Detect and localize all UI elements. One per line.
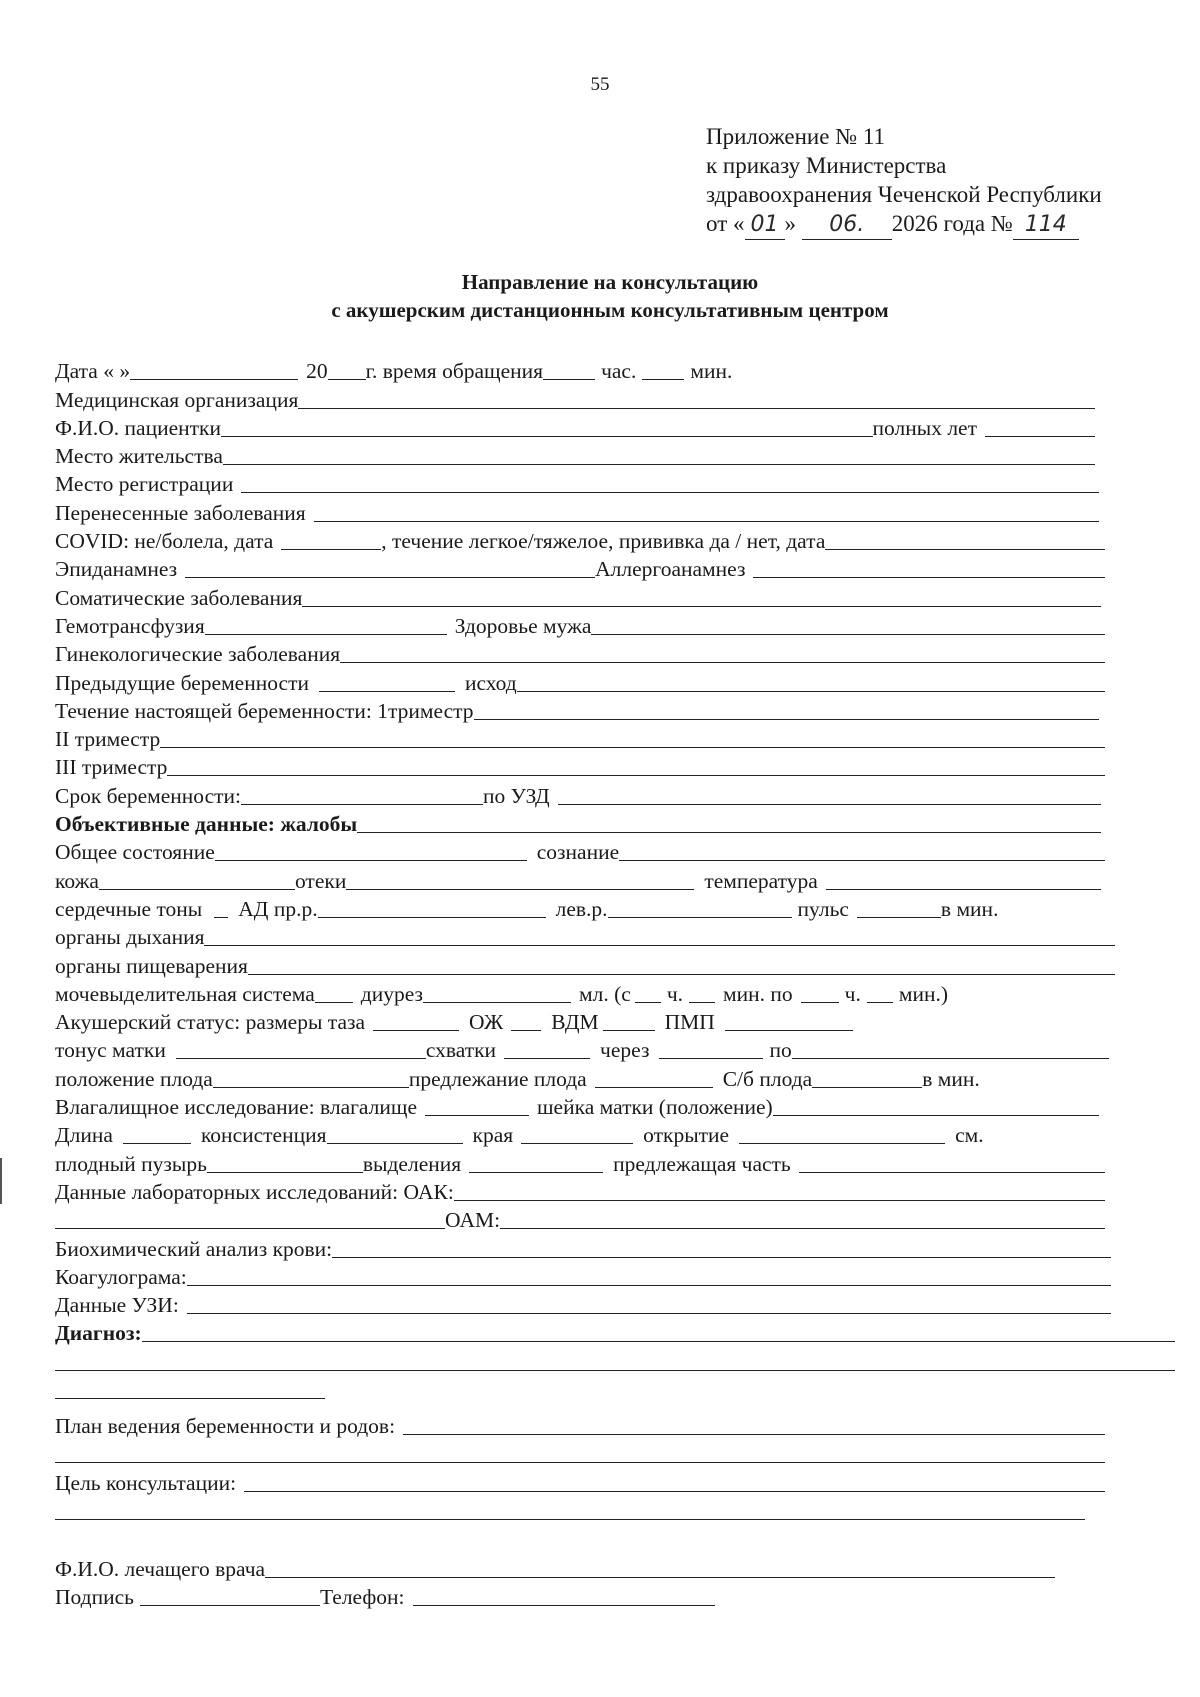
diagnosis-label: Диагноз: [55,1321,142,1346]
row-diagnosis-2 [55,1346,1155,1374]
temperature-field[interactable] [826,889,1101,890]
hemotransfusion-label: Гемотрансфузия [55,613,205,638]
ozh-field[interactable] [511,1030,541,1031]
row-oam [55,1205,1155,1233]
per-min-label: в мин. [940,896,999,921]
heart-label: сердечные тоны [55,896,203,921]
registration-label: Место регистрации [55,472,234,497]
row-bladder [55,1148,1155,1176]
appendix-line-2: к приказу Министерства [706,153,947,178]
referral-form [55,356,1155,1610]
row-fetus [55,1063,1155,1091]
row-diagnosis-3 [55,1375,1155,1403]
presenting-label: предлежащая часть [613,1151,791,1176]
row-trim2 [55,724,1155,752]
appendix-line-1: Приложение № 11 [706,124,886,149]
bladder-field[interactable] [207,1172,363,1173]
fio-patient-label: Ф.И.О. пациентки [55,415,221,440]
urinary-label: мочевыделительная система [55,981,315,1006]
row-obstetric [55,1007,1155,1035]
row-objective [55,809,1155,837]
scan-artifact [0,1158,2,1204]
consciousness-field[interactable] [619,860,1105,861]
temperature-label: температура [704,868,818,893]
edema-label: отеки [294,868,347,893]
minutes-label: мин. [690,359,733,384]
covid-date-field[interactable] [281,549,381,550]
uzd-label: по УЗД [483,783,550,808]
husband-health-field[interactable] [591,634,1105,635]
term-field[interactable] [241,804,483,805]
vaginal-label: Влагалищное исследование: влагалище [55,1095,417,1120]
med-org-label: Медицинская организация [55,387,299,412]
bp-right-label: АД пр.р. [238,896,318,921]
row-past-diseases [55,497,1155,525]
row-purpose [55,1467,1155,1495]
row-uterus [55,1035,1155,1063]
objective-label: Объективные данные: жалобы [55,812,358,837]
bp-left-field[interactable] [608,917,792,918]
oam-label: ОАМ: [445,1208,501,1233]
allergo-label: Аллергоанамнез [595,557,746,582]
year-prefix: 20 [306,359,328,384]
row-signature [55,1582,1155,1610]
from-min-field[interactable] [689,1002,715,1003]
appendix-line-3: здравоохранения Чеченской Республики [706,182,1102,207]
row-trim3 [55,752,1155,780]
prev-preg-label: Предыдущие беременности [55,670,309,695]
current-preg-label: Течение настоящей беременности: 1триместр [55,698,474,723]
contractions-field[interactable] [504,1058,590,1059]
fetus-pos-label: положение плода [55,1066,213,1091]
digest-label: органы пищеварения [55,953,248,978]
signature-field[interactable] [140,1605,320,1606]
signature-label: Подпись [55,1585,134,1610]
document-title [0,268,1200,324]
plan-label: План ведения беременности и родов: [55,1413,396,1438]
uterus-tone-label: тонус матки [55,1038,166,1063]
row-length [55,1120,1155,1148]
date-field[interactable] [130,379,298,380]
row-lab [55,1177,1155,1205]
somatic-label: Соматические заболевания [55,585,303,610]
row-general [55,837,1155,865]
min-to-label: мин. по [723,981,793,1006]
epid-label: Эпиданамнез [55,557,178,582]
handwritten-day: 01 [745,210,785,240]
row-somatic [55,582,1155,610]
date-mid: » [784,211,796,236]
presentation-field[interactable] [595,1087,713,1088]
row-vaginal [55,1092,1155,1120]
trimester-1-field[interactable] [474,719,1099,720]
row-doctor [55,1546,1155,1582]
to-min-field[interactable] [867,1002,893,1003]
vagina-field[interactable] [425,1115,529,1116]
allergo-field[interactable] [753,577,1105,578]
gyn-field[interactable] [340,662,1105,663]
biochem-label: Биохимический анализ крови: [55,1236,333,1261]
year-text: 2026 года № [891,211,1013,236]
date-label: Дата « » [55,359,131,384]
pmp-field[interactable] [725,1030,853,1031]
pulse-label: пульс [797,896,849,921]
row-residence [55,441,1155,469]
time-label: г. время обращения [365,359,544,384]
date-prefix: от « [706,211,745,236]
cervix-label: шейка матки (положение) [537,1095,773,1120]
to-hour-field[interactable] [801,1002,839,1003]
covid-label: COVID: не/болела, дата [55,529,274,554]
edges-label: края [472,1123,514,1148]
pelvis-field[interactable] [373,1030,459,1031]
row-plan [55,1403,1155,1439]
bp-left-label: лев.р. [555,896,608,921]
row-plan-2 [55,1439,1155,1467]
length-label: Длина [55,1123,113,1148]
row-digest [55,950,1155,978]
term-label: Срок беременности: [55,783,242,808]
row-diagnosis [55,1318,1155,1346]
contractions-label: схватки [425,1038,497,1063]
residence-field[interactable] [223,464,1095,465]
row-prev-preg [55,667,1155,695]
fetal-hr-label: С/б плода [722,1066,813,1091]
prev-preg-field[interactable] [319,691,455,692]
med-org-field[interactable] [298,408,1095,409]
outcome-field[interactable] [517,691,1105,692]
oam-field[interactable] [500,1228,1105,1229]
hours-label: час. [601,359,637,384]
hours-field[interactable] [543,379,595,380]
oak-field[interactable] [454,1200,1105,1201]
row-hemotransfusion [55,611,1155,639]
cm-label: см. [955,1123,984,1148]
discharge-field[interactable] [469,1172,603,1173]
discharge-label: выделения [362,1151,462,1176]
pulse-field[interactable] [857,917,941,918]
plan-field[interactable] [403,1434,1105,1435]
row-resp [55,922,1155,950]
hemotransfusion-field[interactable] [205,634,447,635]
row-current-preg [55,696,1155,724]
coag-field[interactable] [187,1285,1111,1286]
trimester-3-field[interactable] [167,775,1105,776]
length-field[interactable] [123,1143,191,1144]
dilation-field[interactable] [739,1143,945,1144]
diagnosis-line-3[interactable] [55,1398,325,1399]
edema-field[interactable] [346,889,694,890]
obstetric-label: Акушерский статус: размеры таза [55,1010,366,1035]
by-label: по [769,1038,792,1063]
diuresis-label: диурез [360,981,424,1006]
bladder-label: плодный пузырь [55,1151,207,1176]
fetus-pos-field[interactable] [213,1087,409,1088]
row-med-org [55,384,1155,412]
page-number: 55 [590,74,610,95]
complaints-field[interactable] [357,832,1101,833]
general-field[interactable] [215,860,527,861]
past-diseases-label: Перенесенные заболевания [55,500,306,525]
somatic-field[interactable] [302,606,1101,607]
row-usi [55,1290,1155,1318]
year-field[interactable] [328,379,366,380]
residence-label: Место жительства [55,444,223,469]
consistency-field[interactable] [327,1143,463,1144]
row-covid [55,526,1155,554]
consistency-label: консистенция [200,1123,327,1148]
general-label: Общее состояние [55,840,215,865]
urinary-field[interactable] [315,1002,353,1003]
covid-course-label: , течение легкое/тяжелое, прививка да / нет, дата [381,529,826,554]
oak-continuation-field[interactable] [55,1228,445,1229]
minutes-field[interactable] [642,379,684,380]
trimester-2-field[interactable] [160,747,1105,748]
trim2-label: II триместр [55,727,161,752]
trim3-label: III триместр [55,755,168,780]
pmp-label: ПМП [664,1010,715,1035]
uterus-tone-field[interactable] [176,1058,426,1059]
purpose-label: Цель консультации: [55,1470,237,1495]
epid-field[interactable] [185,577,595,578]
resp-label: органы дыхания [55,925,205,950]
row-registration [55,469,1155,497]
ozh-label: ОЖ [469,1010,504,1035]
full-years-field[interactable] [985,436,1095,437]
full-years-label: полных лет [872,415,977,440]
row-term [55,780,1155,808]
row-epid [55,554,1155,582]
heart-field[interactable] [214,917,228,918]
past-diseases-field[interactable] [314,521,1099,522]
appendix-block [706,122,1176,240]
resp-field[interactable] [204,945,1115,946]
spacer [55,1524,1155,1546]
uzd-field[interactable] [558,804,1101,805]
vdm-field[interactable] [603,1030,655,1031]
purpose-field[interactable] [244,1491,1105,1492]
row-coag [55,1262,1155,1290]
fetal-hr-field[interactable] [812,1087,922,1088]
row-biochem [55,1233,1155,1261]
lab-label: Данные лабораторных исследований: ОАК: [55,1179,454,1204]
handwritten-month: 06. [802,210,892,240]
from-hour-field[interactable] [635,1002,661,1003]
diagnosis-line-2[interactable] [55,1370,1175,1371]
purpose-line-2[interactable] [55,1519,1085,1520]
diuresis-field[interactable] [423,1002,571,1003]
row-heart [55,894,1155,922]
plan-line-2[interactable] [55,1462,1105,1463]
skin-label: кожа [55,868,99,893]
handwritten-number: 114 [1013,210,1079,240]
row-date [55,356,1155,384]
row-skin [55,865,1155,893]
doctor-label: Ф.И.О. лечащего врача [55,1556,266,1581]
through-field[interactable] [659,1058,763,1059]
husband-health-label: Здоровье мужа [454,613,592,638]
title-line-2: с акушерским дистанционным консультативным центром [331,298,889,322]
vdm-label: ВДМ [551,1010,599,1035]
row-fio [55,413,1155,441]
gyn-label: Гинекологические заболевания [55,642,341,667]
consciousness-label: сознание [536,840,620,865]
presentation-label: предлежание плода [408,1066,587,1091]
through-label: через [600,1038,650,1063]
row-purpose-2 [55,1496,1155,1524]
outcome-label: исход [464,670,517,695]
usi-field[interactable] [187,1313,1111,1314]
edges-field[interactable] [521,1143,633,1144]
min-close-label: мин.) [898,981,949,1006]
coag-label: Коагулограма: [55,1264,187,1289]
row-urinary [55,979,1155,1007]
doctor-field[interactable] [265,1577,1055,1578]
appendix-date-line [706,209,1176,240]
row-gyn [55,639,1155,667]
bp-right-field[interactable] [318,917,546,918]
presenting-field[interactable] [799,1172,1105,1173]
usi-label: Данные УЗИ: [55,1293,179,1318]
diagnosis-field[interactable] [142,1341,1175,1342]
fetal-hr-unit: в мин. [922,1066,980,1091]
digest-field[interactable] [248,974,1115,975]
to-hour-label: ч. [844,981,861,1006]
title-line-1: Направление на консультацию [461,270,759,294]
skin-field[interactable] [99,889,295,890]
registration-field[interactable] [241,492,1099,493]
ml-from-label: мл. (с [579,981,631,1006]
dilation-label: открытие [643,1123,730,1148]
biochem-field[interactable] [332,1257,1111,1258]
cervix-field[interactable] [773,1115,1099,1116]
phone-label: Телефон: [319,1585,405,1610]
vaccination-date-field[interactable] [825,549,1105,550]
phone-field[interactable] [413,1605,715,1606]
from-hour-label: ч. [666,981,684,1006]
fio-patient-field[interactable] [221,436,873,437]
by-field[interactable] [792,1058,1109,1059]
